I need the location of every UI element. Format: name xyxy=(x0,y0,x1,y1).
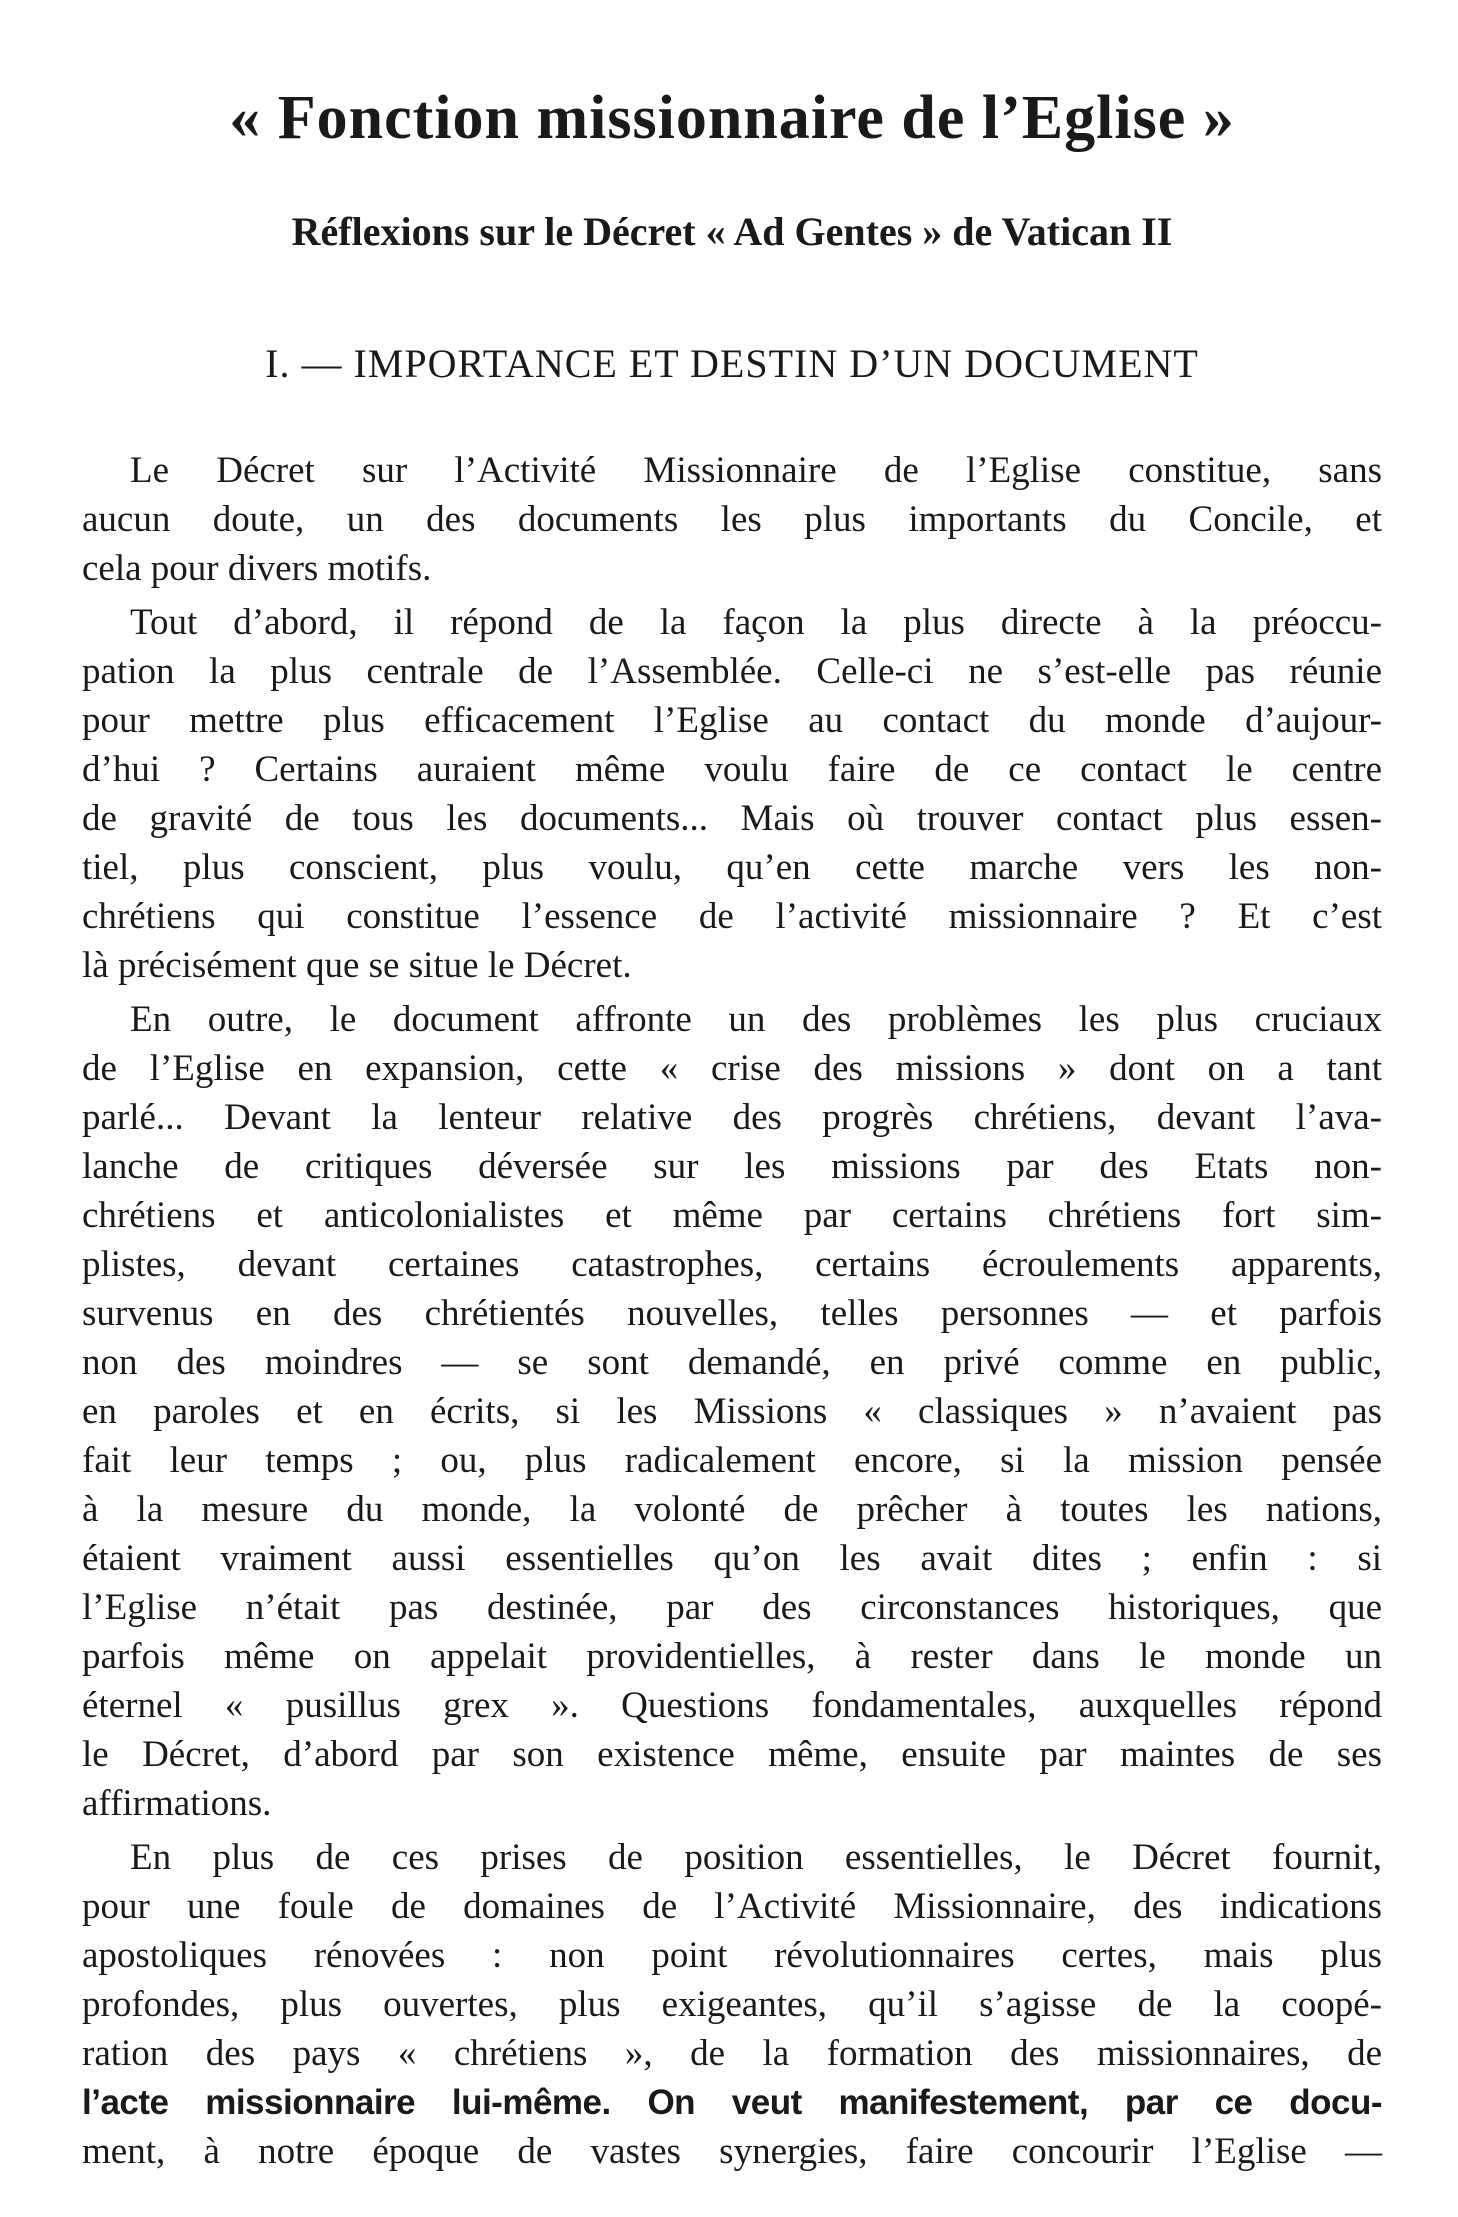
document-page xyxy=(82,84,1382,2181)
paragraph-line: pour mettre plus efficacement l’Eglise au contact du monde d’aujour- xyxy=(82,700,1382,742)
paragraph-line: de l’Eglise en expansion, cette « crise des missions » dont on a tant xyxy=(82,1048,1382,1090)
paragraph-line: éternel « pusillus grex ». Questions fondamentales, auxquelles répond xyxy=(82,1685,1382,1727)
paragraph-line: chrétiens et anticolonialistes et même par certains chrétiens fort sim- xyxy=(82,1195,1382,1237)
paragraph-line: plistes, devant certaines catastrophes, certains écroulements apparents, xyxy=(82,1244,1382,1286)
paragraph-line: pour une foule de domaines de l’Activité Missionnaire, des indications xyxy=(82,1886,1382,1928)
paragraph-line: survenus en des chrétientés nouvelles, telles personnes — et parfois xyxy=(82,1293,1382,1335)
document-subtitle: Réflexions sur le Décret « Ad Gentes » de Vatican II xyxy=(291,209,1173,255)
paragraph-line: Le Décret sur l’Activité Missionnaire de l’Eglise constitue, sans xyxy=(130,450,1382,492)
paragraph xyxy=(82,446,1382,593)
paragraph-line: d’hui ? Certains auraient même voulu faire de ce contact le centre xyxy=(82,749,1382,791)
paragraph-line: tiel, plus conscient, plus voulu, qu’en cette marche vers les non- xyxy=(82,847,1382,889)
paragraph-line: Tout d’abord, il répond de la façon la plus directe à la préoccu- xyxy=(130,602,1382,644)
paragraph-line: parfois même on appelait providentielles, à rester dans le monde un xyxy=(82,1636,1382,1678)
paragraph-line: affirmations. xyxy=(82,1783,272,1825)
paragraph-line: là précisément que se situe le Décret. xyxy=(82,945,632,987)
paragraph-line: le Décret, d’abord par son existence même, ensuite par maintes de ses xyxy=(82,1734,1382,1776)
paragraph-line: l’acte missionnaire lui-même. On veut manifestement, par ce docu- xyxy=(82,2083,1382,2123)
document-title: « Fonction missionnaire de l’Eglise » xyxy=(229,84,1235,152)
paragraph-line: parlé... Devant la lenteur relative des progrès chrétiens, devant l’ava- xyxy=(82,1097,1382,1139)
paragraph-line: En outre, le document affronte un des problèmes les plus cruciaux xyxy=(130,999,1382,1041)
document-body xyxy=(82,446,1382,2176)
paragraph-line: profondes, plus ouvertes, plus exigeantes, qu’il s’agisse de la coopé- xyxy=(82,1984,1382,2026)
paragraph-line: pation la plus centrale de l’Assemblée. Celle-ci ne s’est-elle pas réunie xyxy=(82,651,1382,693)
section-heading: I. — IMPORTANCE ET DESTIN D’UN DOCUMENT xyxy=(265,341,1199,387)
paragraph-line: à la mesure du monde, la volonté de prêcher à toutes les nations, xyxy=(82,1489,1382,1531)
paragraph-line: fait leur temps ; ou, plus radicalement encore, si la mission pensée xyxy=(82,1440,1382,1482)
paragraph-line: ration des pays « chrétiens », de la formation des missionnaires, de xyxy=(82,2033,1382,2075)
paragraph-line: En plus de ces prises de position essentielles, le Décret fournit, xyxy=(130,1837,1382,1879)
paragraph-line: non des moindres — se sont demandé, en privé comme en public, xyxy=(82,1342,1382,1384)
paragraph-line: étaient vraiment aussi essentielles qu’on les avait dites ; enfin : si xyxy=(82,1538,1382,1580)
paragraph-line: cela pour divers motifs. xyxy=(82,548,432,590)
paragraph-line: chrétiens qui constitue l’essence de l’activité missionnaire ? Et c’est xyxy=(82,896,1382,938)
paragraph xyxy=(82,1833,1382,2176)
paragraph-line: l’Eglise n’était pas destinée, par des circonstances historiques, que xyxy=(82,1587,1382,1629)
paragraph-line: lanche de critiques déversée sur les missions par des Etats non- xyxy=(82,1146,1382,1188)
paragraph-line: apostoliques rénovées : non point révolutionnaires certes, mais plus xyxy=(82,1935,1382,1977)
paragraph-line: ment, à notre époque de vastes synergies, faire concourir l’Eglise — xyxy=(82,2131,1382,2173)
paragraph xyxy=(82,995,1382,1828)
paragraph xyxy=(82,598,1382,990)
paragraph-line: en paroles et en écrits, si les Missions « classiques » n’avaient pas xyxy=(82,1391,1382,1433)
paragraph-line: de gravité de tous les documents... Mais où trouver contact plus essen- xyxy=(82,798,1382,840)
paragraph-line: aucun doute, un des documents les plus importants du Concile, et xyxy=(82,499,1382,541)
